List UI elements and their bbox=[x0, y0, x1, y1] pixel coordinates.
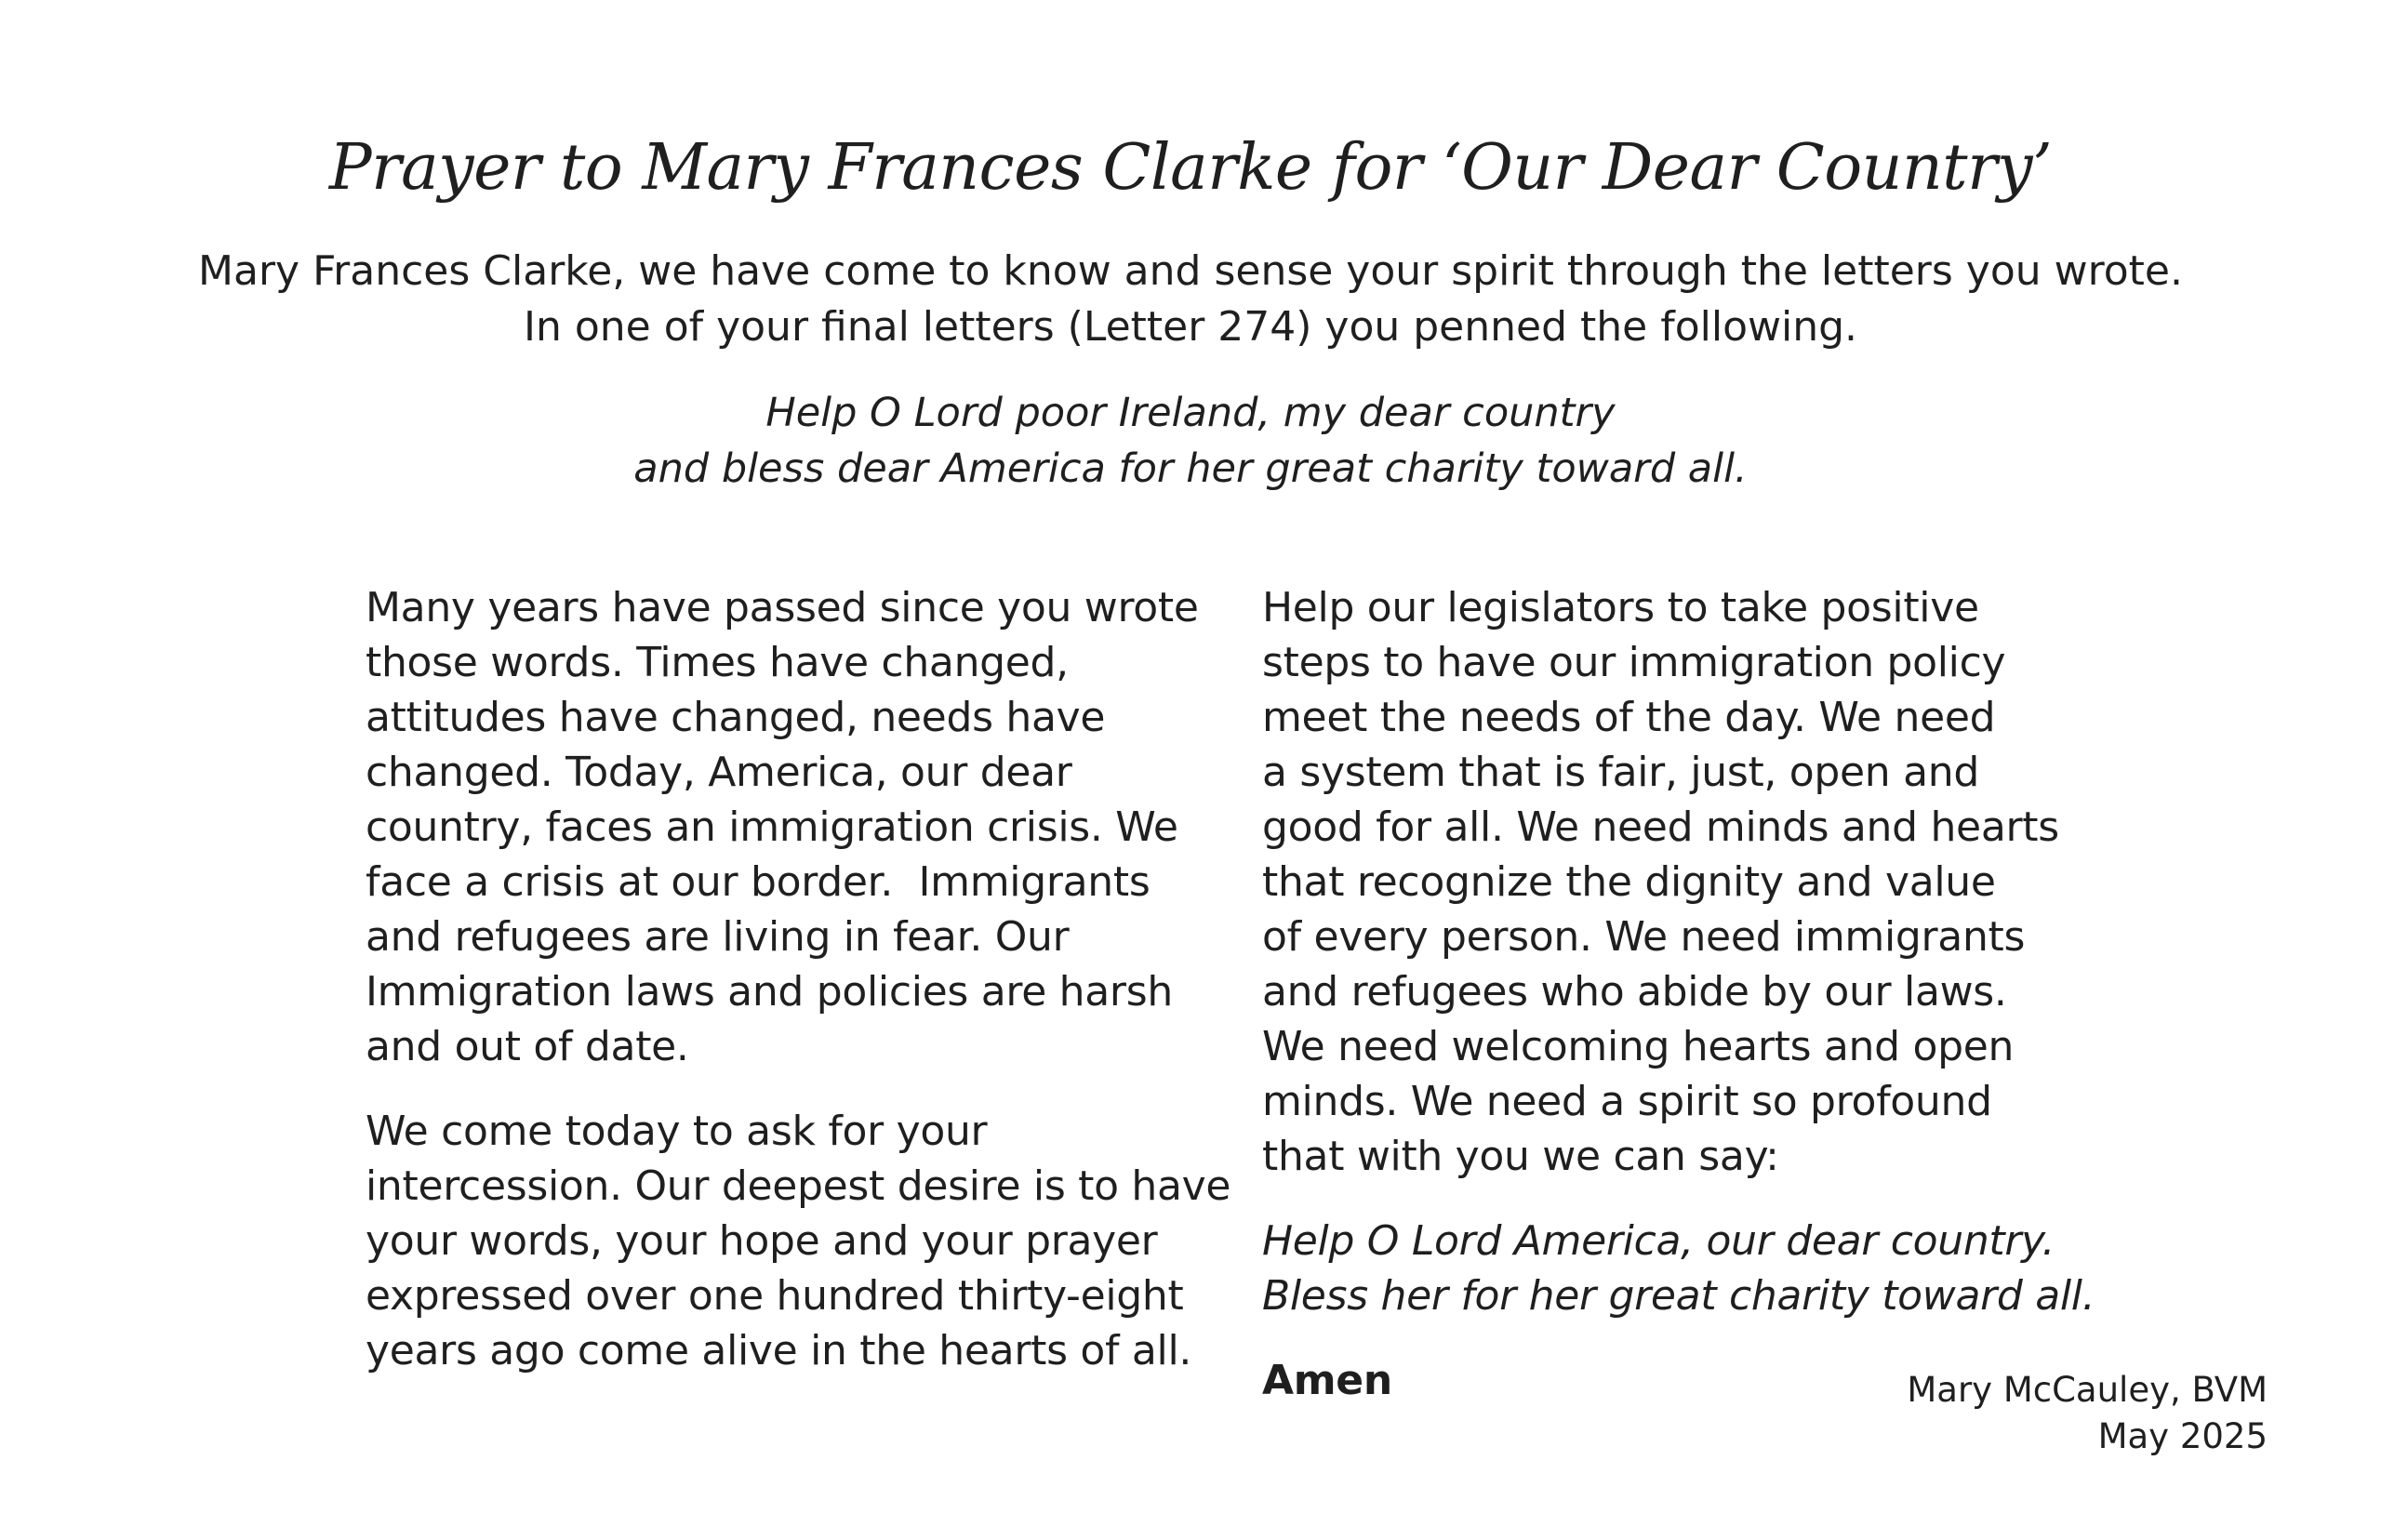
text-line: changed. Today, America, our dear bbox=[366, 749, 1072, 796]
left-paragraph-2 bbox=[366, 1104, 1231, 1378]
text-line: intercession. Our deepest desire is to have bbox=[366, 1162, 1231, 1210]
signature-author: Mary McCauley, BVM bbox=[1907, 1370, 2268, 1410]
signature-block bbox=[1907, 1367, 2268, 1460]
text-line: We come today to ask for your bbox=[366, 1108, 988, 1155]
paragraph-gap bbox=[366, 1074, 1203, 1104]
intro-line: In one of your final letters (Letter 274) you penned the following. bbox=[523, 303, 1858, 351]
text-line: and refugees who abide by our laws. bbox=[1262, 968, 2007, 1016]
text-line: Bless her for her great charity toward all. bbox=[1262, 1272, 2095, 1320]
text-line: attitudes have changed, needs have bbox=[366, 694, 1106, 741]
intro-paragraph bbox=[0, 244, 2381, 355]
text-line: that with you we can say: bbox=[1262, 1133, 1779, 1180]
text-line: expressed over one hundred thirty-eight bbox=[366, 1272, 1184, 1320]
text-line: We need welcoming hearts and open bbox=[1262, 1023, 2015, 1070]
text-line: Immigration laws and policies are harsh bbox=[366, 968, 1173, 1016]
quote-line: Help O Lord poor Ireland, my dear country bbox=[765, 390, 1616, 436]
signature-date: May 2025 bbox=[2097, 1416, 2268, 1456]
right-paragraph-1 bbox=[1262, 580, 2099, 1184]
text-line: Help our legislators to take positive bbox=[1262, 584, 1979, 631]
text-line: years ago come alive in the hearts of all. bbox=[366, 1327, 1192, 1374]
text-line: country, faces an immigration crisis. We bbox=[366, 803, 1178, 851]
left-column bbox=[366, 580, 1231, 1378]
text-line: of every person. We need immigrants bbox=[1262, 913, 2026, 961]
letter-quote bbox=[0, 385, 2381, 497]
intro-line: Mary Frances Clarke, we have come to know and sense your spirit through the letters you wrote. bbox=[198, 247, 2183, 295]
text-line: steps to have our immigration policy bbox=[1262, 639, 2006, 686]
text-line: minds. We need a spirit so profound bbox=[1262, 1078, 1992, 1125]
paragraph-gap bbox=[1262, 1323, 2099, 1353]
text-line: face a crisis at our border. Immigrants bbox=[366, 858, 1151, 906]
quote-line: and bless dear America for her great charity toward all. bbox=[633, 445, 1748, 492]
text-line: a system that is fair, just, open and bbox=[1262, 749, 1979, 796]
page-title: Prayer to Mary Frances Clarke for ‘Our Dear Country’ bbox=[328, 131, 2053, 205]
text-line: Help O Lord America, our dear country. bbox=[1262, 1217, 2055, 1265]
text-line: that recognize the dignity and value bbox=[1262, 858, 1996, 906]
text-line: your words, your hope and your prayer bbox=[366, 1217, 1158, 1265]
text-line: and refugees are living in fear. Our bbox=[366, 913, 1070, 961]
amen-label: Amen bbox=[1262, 1357, 1392, 1404]
closing-prayer bbox=[1262, 1214, 2099, 1323]
text-line: those words. Times have changed, bbox=[366, 639, 1069, 686]
paragraph-gap bbox=[1262, 1184, 2099, 1214]
right-column bbox=[1262, 580, 2099, 1409]
left-paragraph-1 bbox=[366, 580, 1203, 1074]
text-line: good for all. We need minds and hearts bbox=[1262, 803, 2059, 851]
text-line: Many years have passed since you wrote bbox=[366, 584, 1199, 631]
text-line: meet the needs of the day. We need bbox=[1262, 694, 1996, 741]
text-line: and out of date. bbox=[366, 1023, 689, 1070]
